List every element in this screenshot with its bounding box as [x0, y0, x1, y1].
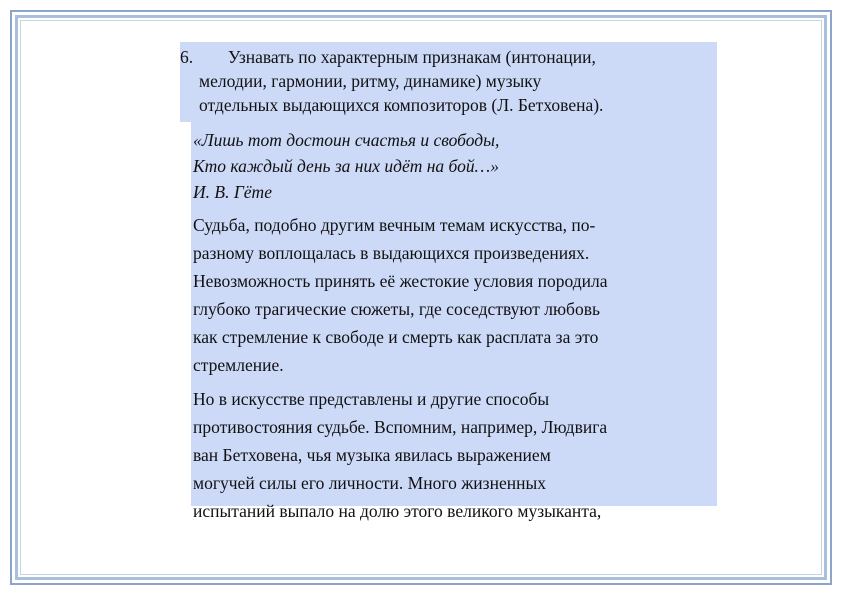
slide-body: [191, 122, 717, 521]
heading-number: 6.: [180, 47, 194, 67]
heading-line-3: отдельных выдающихся композиторов (Л. Бетховена).: [199, 95, 604, 115]
heading-line-1: [180, 45, 717, 69]
heading-line-2: мелодии, гармонии, ритму, динамике) музыку: [199, 71, 542, 91]
heading-text-1: Узнавать по характерным признакам (интонации,: [228, 47, 596, 67]
paragraph-1-line-1: Судьба, подобно другим вечным темам искусства, по-: [193, 215, 596, 235]
paragraph-2: [193, 385, 717, 525]
paragraph-1-line-4: глубоко трагические сюжеты, где соседствуют любовь: [193, 299, 600, 319]
paragraph-2-line-3: ван Бетховена, чья музыка явилась выражением: [193, 445, 551, 465]
paragraph-1-line-3: Невозможность принять её жестокие условия породила: [193, 271, 608, 291]
epigraph-quote: [193, 127, 717, 205]
paragraph-1-line-2: разному воплощалась в выдающихся произведениях.: [193, 243, 590, 263]
paragraph-2-line-5: испытаний выпало на долю этого великого музыканта,: [193, 501, 602, 521]
quote-line-1: «Лишь тот достоин счастья и свободы,: [193, 130, 500, 150]
paragraph-2-line-4: могучей силы его личности. Много жизненных: [193, 473, 546, 493]
paragraph-1-line-6: стремление.: [193, 355, 284, 375]
quote-line-2: Кто каждый день за них идёт на бой…»: [193, 156, 499, 176]
paragraph-2-line-2: противостояния судьбе. Вспомним, например, Людвига: [193, 417, 608, 437]
slide-heading: [180, 42, 717, 122]
paragraph-1-line-5: как стремление к свободе и смерть как расплата за это: [193, 327, 599, 347]
quote-author: И. В. Гёте: [193, 182, 272, 202]
paragraph-1: [193, 211, 717, 379]
paragraph-2-line-1: Но в искусстве представлены и другие способы: [193, 389, 550, 409]
